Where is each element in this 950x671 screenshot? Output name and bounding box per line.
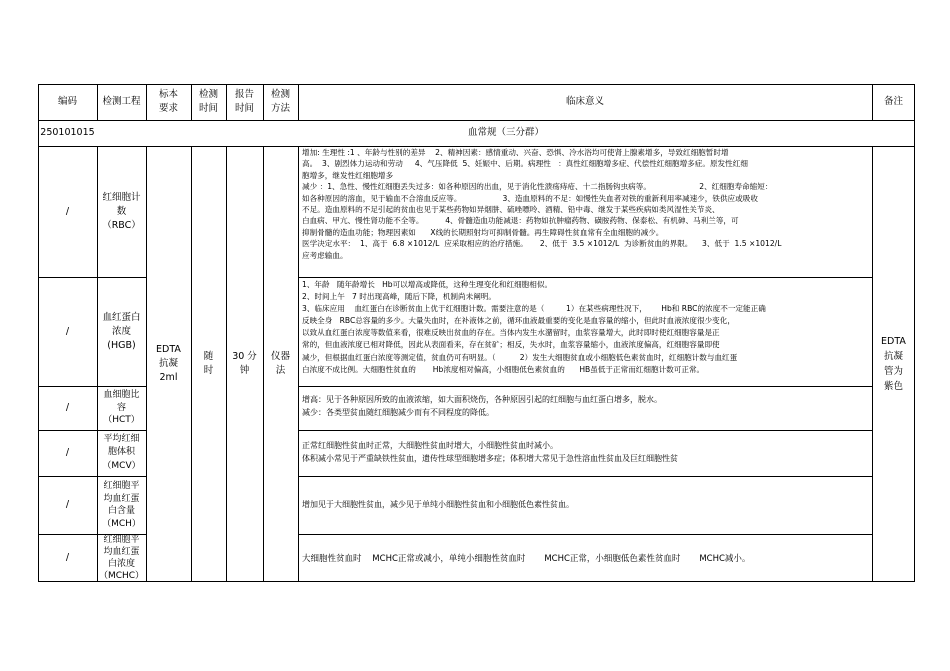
row-significance: 大细胞性贫血时 MCHC正常或减小，单纯小细胞性贫血时 MCHC正常，小细胞低色素性贫血时 MCHC减小。 — [302, 554, 751, 564]
row-code: / — [65, 552, 70, 563]
col-divider — [298, 146, 299, 582]
header-method: 检测 方法 — [270, 89, 290, 114]
row-significance: 1、年龄 随年龄增长 Hb可以增高或降低，这种生理变化和红细胞相似。 2、时间上午 7 时出现高峰，随后下降，机制尚未阐明。 3、临床应用 血红蛋白在诊断贫血上优于红细胞计数。需要注意的是（ 1）在某些病理性况下， Hb和 RBC的浓度不一定能正确 反映全身 RBC总容量的多少。大量失血时，在补液体之前，循环血液最重要的变化是血容量的缩小，但此时血液浓度很少变化， 以致从血红蛋白浓度等数值来看，很难反映出贫血的存在。当体内发生水潴留时，血浆容量增大，此时即时使红细胞容量是正 常的，但血液浓度已相对降低，因此从表面看来，存在贫矿；相反，失水时，血浆容量缩小，血液浓度偏高，红细胞容量即使 减少，但根据血红蛋白浓度等测定值，贫血仍可有明显。（ 2）发生大细胞贫血或小细胞低色素贫血时，红细胞计数与血红蛋 白浓度不成比例。大细胞性贫血的 Hb浓度相对偏高，小细胞低色素贫血的 HB虽低于正常而红细胞计数可正常。 — [302, 280, 766, 374]
row-item: 红细胞平 均血红蛋 白浓度 （MCHC） — [98, 535, 145, 581]
row-significance: 增加见于大细胞性贫血，减少见于单纯小细胞性贫血和小细胞低色素性贫血。 — [302, 500, 574, 509]
remark: EDTA 抗凝 管为 紫色 — [881, 336, 906, 392]
row-significance: 正常红细胞性贫血时正常，大细胞性贫血时增大，小细胞性贫血时减小。 体积减小常见于严重缺铁性贫血，遗传性球型细胞增多症；体积增大常见于急性溶血性贫血及巨红细胞性贫 — [302, 441, 678, 463]
group-title: 血常规（三分群） — [467, 127, 544, 138]
report-time: 30 分 钟 — [232, 351, 257, 376]
test-time: 随 时 — [203, 351, 214, 376]
row-significance: 增高：见于各种原因所致的血液浓缩，如大面积烧伤，各种原因引起的红细胞与血红蛋白增多，脱水。 减少：各类型贫血随红细胞减少而有不同程度的降低。 — [302, 395, 662, 417]
row-item: 红细胞计 数 （RBC） — [102, 191, 141, 231]
row-code: / — [65, 205, 70, 217]
row-divider — [298, 386, 872, 387]
row-code: / — [65, 447, 70, 458]
row-code: / — [65, 402, 70, 413]
header-code: 编码 — [57, 96, 77, 107]
header-item: 检测工程 — [102, 96, 141, 107]
row-item: 红细胞平 均血红蛋 白含量 （MCH） — [102, 481, 141, 529]
row-item: 平均红细 胞体积 （MCV） — [102, 433, 141, 471]
row-significance: 增加: 生理性 :1 、年龄与性别的差异 2、精神因素：感情重动、兴奋、恐惧、冷水浴均可使肾上腺素增多，导致红细胞暂时增 高。 3、剧烈体力运动和劳动 4、气压降低 5、妊娠中、后期。病理性 ：真性红细胞增多症、代偿性红细胞增多症。原发性红细 胞增多，继发性红细胞增多 减少 ：1、急性、慢性红细胞丢失过多：如各种原因的出血，见于消化性溃疡痔疮、十二指肠钩虫病等。 2、红细胞寿命缩短： 如各种原因的溶血，见于输血不合溶血反应等。 3、造血原料的不足：如慢性失血者对铁的重新利用率减速少，铁供应或吸收 不足。造血原料的不足引起的贫血也见于某些药物如异烟肼、硫唑嘌呤、酒精、铅中毒、继发于某些疾病如类风湿性关节炎、 白血病、甲亢、慢性肾功能不全等。 4、骨髓造血功能减退：药物如抗肿瘤药物、磺胺药物、保泰松、有机砷、马利兰等，可 抑制骨髓的造血功能；物理因素如 X线的长期照射均可抑制骨髓。再生障碍性贫血常有全血细胞的减少。 医学决定水平： 1、高于 6.8 ×1012/L 应采取相应的治疗措施。 2、低于 3.5 ×1012/L 为诊断贫血的界限。 3、低于 1.5 ×1012/L 应考虑输血。 — [302, 148, 782, 260]
specimen-requirement: EDTA 抗凝 2ml — [156, 344, 181, 383]
group-code: 250101015 — [40, 127, 95, 138]
header-remark: 备注 — [883, 96, 903, 107]
row-item: 血细胞比 容 （HCT） — [103, 390, 140, 426]
header-significance: 临床意义 — [565, 96, 604, 107]
test-method: 仪器 法 — [270, 351, 290, 376]
row-divider — [298, 534, 872, 535]
test-table — [38, 84, 915, 582]
row-item: 血红蛋白 浓度 (HGB) — [102, 311, 141, 351]
row-divider — [298, 476, 872, 477]
row-code: / — [65, 325, 70, 337]
row-divider — [298, 430, 872, 431]
row-divider — [298, 277, 872, 278]
header-report-time: 报告 时间 — [234, 89, 254, 114]
header-test-time: 检测 时间 — [198, 89, 218, 114]
row-code: / — [65, 499, 70, 510]
header-specimen: 标本 要求 — [158, 89, 178, 114]
